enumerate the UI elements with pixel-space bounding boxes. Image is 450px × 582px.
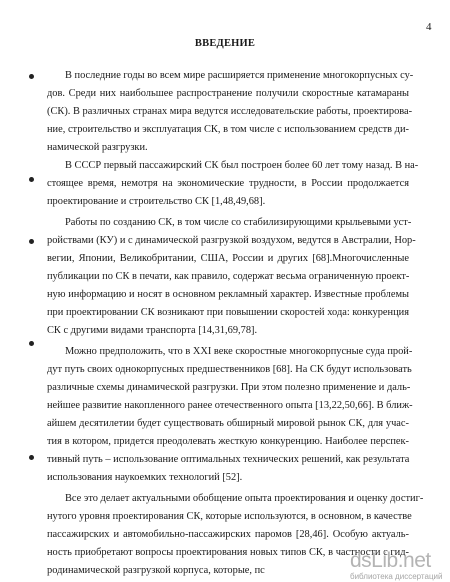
- dslib-logo: dsLib.net: [350, 549, 431, 572]
- paragraph-3-line: ройствами (КУ) и с динамической разгрузкой воздухом, ведутся в Австралии, Нор-: [47, 235, 416, 246]
- paragraph-1-line: (СК). В различных странах мира ведутся исследовательские работы, проектирова-: [47, 106, 413, 117]
- paragraph-3-line: публикации по СК в печати, как правило, содержат весьма ограниченную проект-: [47, 271, 410, 282]
- section-heading: ВВЕДЕНИЕ: [194, 38, 256, 49]
- paragraph-4-line: использования наукоемких технологий [52].: [47, 472, 243, 483]
- margin-bullet-mark: [29, 455, 34, 460]
- paragraph-1-line: намической разгрузки.: [47, 142, 148, 153]
- paragraph-3-line: СК с другими видами транспорта [14,31,69,78].: [47, 325, 258, 336]
- paragraph-2-line: проектирование и строительство СК [1,48,49,68].: [47, 196, 266, 207]
- margin-bullet-mark: [29, 239, 34, 244]
- margin-bullet-mark: [29, 177, 34, 182]
- paragraph-1-line: ние, строительство и эксплуатация СК, в том числе с использованием средств ди-: [47, 124, 409, 135]
- paragraph-3-line: ную информацию и носят в основном рекламный характер. Известные проблемы: [47, 289, 409, 300]
- paragraph-4-line: нейшее развитие накопленного ранее отечественного опыта [13,22,50,66]. В ближ-: [47, 400, 413, 411]
- paragraph-2-line: В СССР первый пассажирский СК был построен более 60 лет тому назад. В на-: [65, 160, 419, 171]
- paragraph-4-line: тия в котором, придется преодолевать жесткую конкуренцию. Наиболее перспек-: [47, 436, 409, 447]
- paragraph-4-line: тивный путь – использование оптимальных технических решений, как результата: [47, 454, 410, 465]
- paragraph-4-line: различные схемы динамической разгрузки. При этом полезно применение и даль-: [47, 382, 411, 393]
- paragraph-5-line: пассажирских и автомобильно-пассажирских паромов [28,46]. Особую актуаль-: [47, 529, 409, 540]
- paragraph-3-line: вегии, Японии, Великобритании, США, России и других [68].Многочисленные: [47, 253, 409, 264]
- paragraph-3-line: Работы по созданию СК, в том числе со стабилизирующими крыльевыми уст-: [65, 217, 412, 228]
- paragraph-4-line: дут путь своих однокорпусных предшественников [68]. На СК будут использовать: [47, 364, 412, 375]
- margin-bullet-mark: [29, 74, 34, 79]
- paragraph-1-line: дов. Среди них наибольшее распространение получили скоростные катамараны: [47, 88, 409, 99]
- paragraph-5-line: родинамической разгрузкой корпуса, которые, пс: [47, 565, 265, 576]
- dslib-caption: библиотека диссертаций: [350, 572, 443, 581]
- dslib-watermark: [340, 549, 450, 582]
- paragraph-5-line: ность приобретают вопросы проектирования новых типов СК, в частности с гид-: [47, 547, 409, 558]
- paragraph-4-line: айшем десятилетии будет существовать обширный мировой рынок СК, для учас-: [47, 418, 409, 429]
- paragraph-1-line: В последние годы во всем мире расширяется применение многокорпусных су-: [65, 70, 414, 81]
- paragraph-2-line: стоящее время, немотря на экономические трудности, в России продолжается: [47, 178, 409, 189]
- paragraph-4-line: Можно предположить, что в XXI веке скоростные многокорпусные суда прой-: [65, 346, 413, 357]
- page-number: 4: [426, 21, 432, 33]
- paragraph-5-line: нутого уровня проектирования СК, которые используются, в основном, в качестве: [47, 511, 412, 522]
- margin-bullet-mark: [29, 341, 34, 346]
- paragraph-3-line: при проектировании СК возникают при повышении скоростей хода: конкуренция: [47, 307, 409, 318]
- paragraph-5-line: Все это делает актуальными обобщение опыта проектирования и оценку достиг-: [65, 493, 424, 504]
